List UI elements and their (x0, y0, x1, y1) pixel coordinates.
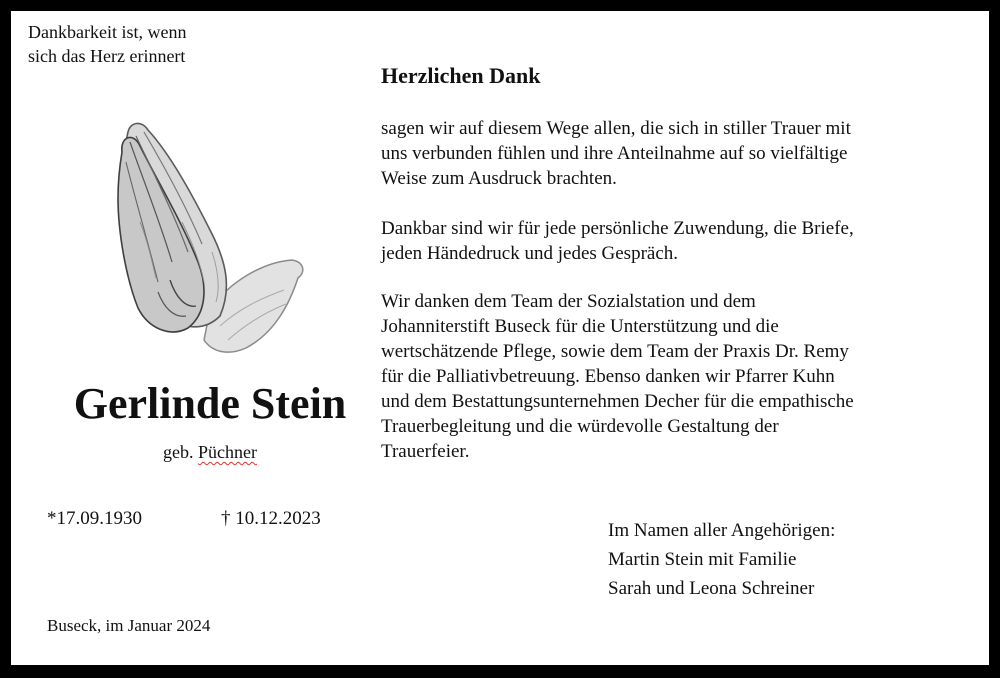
paragraph-line: wertschätzende Pflege, sowie dem Team der Praxis Dr. Remy (381, 341, 849, 362)
paragraph-line: und dem Bestattungsunternehmen Decher für die empathische (381, 391, 854, 412)
paragraph-line: jeden Händedruck und jedes Gespräch. (381, 243, 679, 264)
paragraph-line: Trauerbegleitung und die würdevolle Gestaltung der (381, 416, 779, 437)
motto-line: Dankbarkeit ist, wenn (28, 22, 187, 42)
paragraph-line: Dankbar sind wir für jede persönliche Zuwendung, die Briefe, (381, 218, 854, 239)
deceased-name: Gerlinde Stein (73, 379, 347, 428)
signature-line: Sarah und Leona Schreiner (608, 578, 815, 599)
paragraph-line: Wir danken dem Team der Sozialstation und dem (381, 291, 756, 312)
praying-hands-icon (100, 102, 315, 364)
birth-date: *17.09.1930 (47, 508, 142, 529)
signature-block (608, 516, 835, 603)
motto-line: sich das Herz erinnert (28, 46, 186, 66)
motto (28, 20, 278, 68)
paragraph-line: Weise zum Ausdruck brachten. (381, 168, 617, 189)
paragraph-thanks (381, 116, 981, 191)
notice-heading: Herzlichen Dank (381, 63, 541, 88)
death-date: † 10.12.2023 (221, 508, 321, 529)
paragraph-line: sagen wir auf diesem Wege allen, die sich in stiller Trauer mit (381, 118, 851, 139)
place-and-date: Buseck, im Januar 2024 (47, 616, 211, 635)
maiden-prefix: geb. (163, 442, 194, 462)
paragraph-line: uns verbunden fühlen und ihre Anteilnahme auf so vielfältige (381, 143, 848, 164)
paragraph-acknowledgements (381, 289, 981, 464)
paragraph-line: Trauerfeier. (381, 441, 470, 462)
paragraph-line: für die Palliativbetreuung. Ebenso danken wir Pfarrer Kuhn (381, 366, 835, 387)
maiden-name-line (20, 440, 400, 464)
signature-line: Martin Stein mit Familie (608, 549, 797, 570)
signature-line: Im Namen aller Angehörigen: (608, 520, 836, 541)
paragraph-line: Johanniterstift Buseck für die Unterstützung und die (381, 316, 779, 337)
paragraph-gratitude (381, 216, 981, 266)
maiden-name: Püchner (198, 442, 257, 462)
